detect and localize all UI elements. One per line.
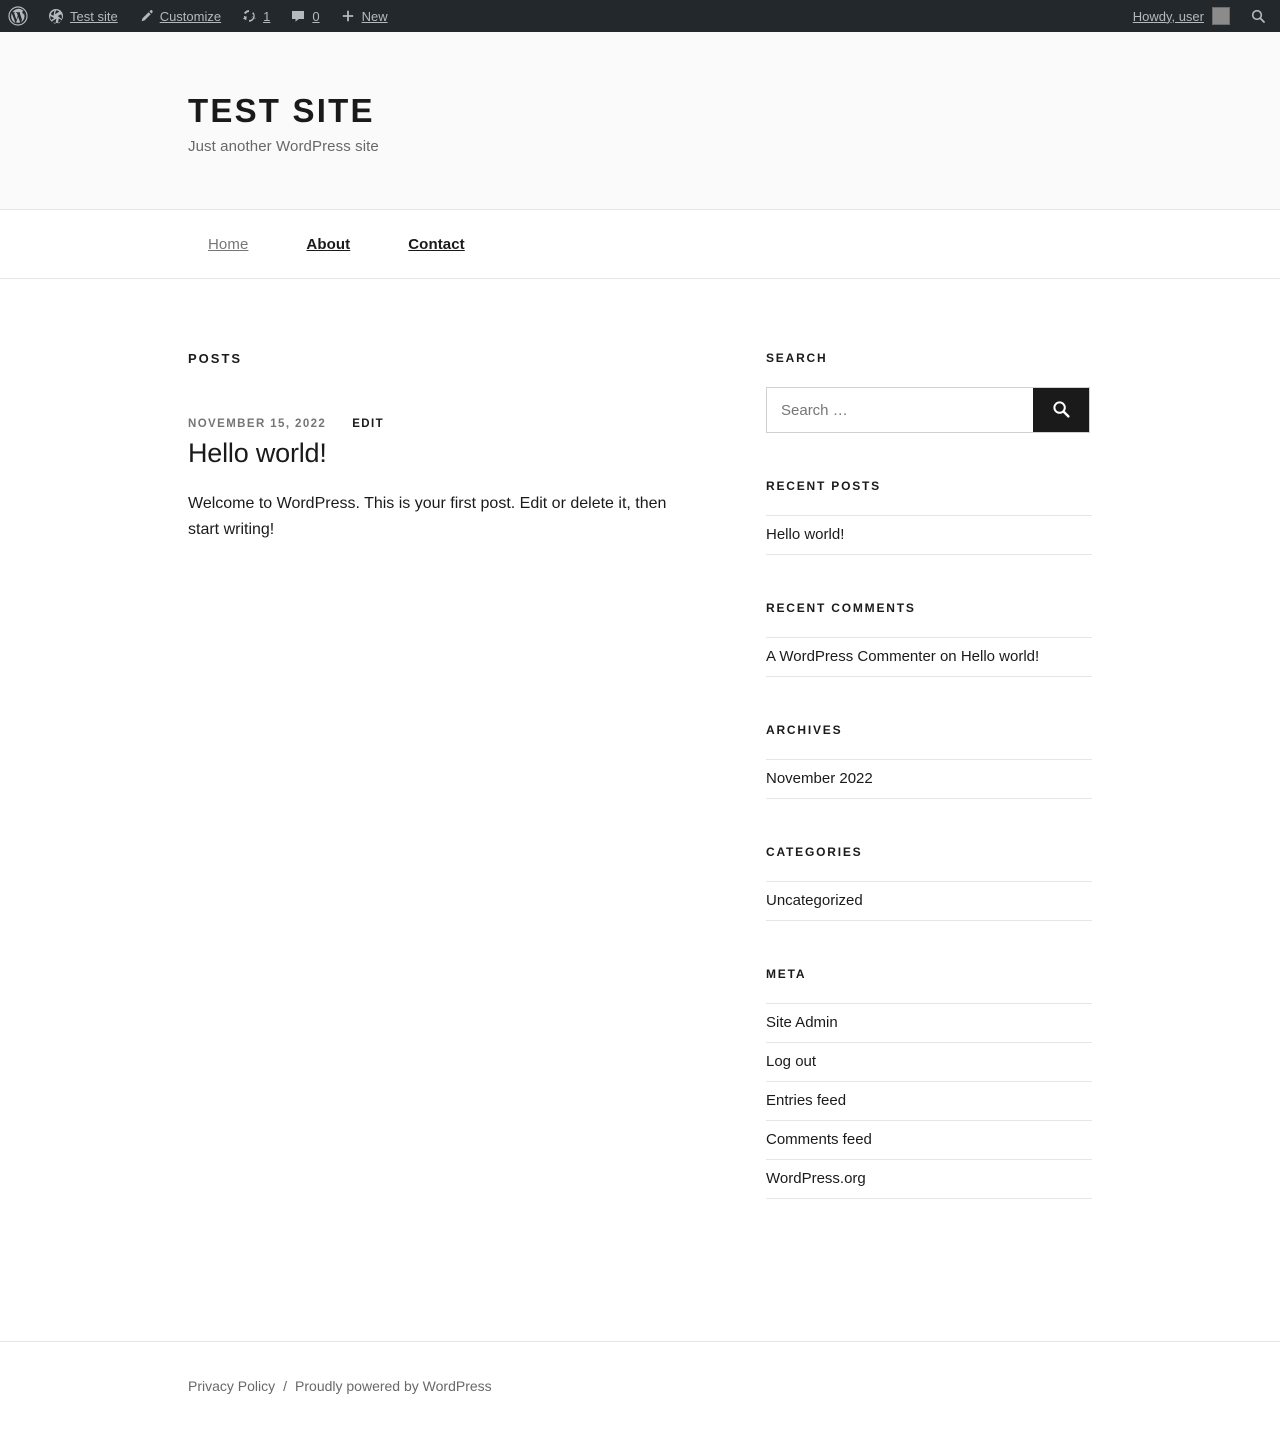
privacy-policy-link[interactable]: Privacy Policy <box>188 1378 276 1394</box>
admin-bar-updates-count: 1 <box>263 8 271 24</box>
widget-recent-comments-title: RECENT COMMENTS <box>766 601 916 615</box>
post-edit-link[interactable] <box>352 418 384 430</box>
list-item[interactable] <box>766 1042 1092 1081</box>
list-item[interactable] <box>766 1003 1092 1042</box>
admin-bar-customize-label: Customize <box>159 8 222 24</box>
admin-bar-search-toggle[interactable] <box>1240 0 1280 32</box>
meta-link-entries-feed[interactable]: Entries feed <box>766 1092 847 1109</box>
admin-bar-comments[interactable] <box>280 0 329 32</box>
widget-recent-posts <box>766 479 1092 555</box>
search-icon <box>1051 399 1071 422</box>
primary-navigation <box>0 210 1280 279</box>
category-link[interactable]: Uncategorized <box>766 892 863 909</box>
site-header <box>0 32 1280 210</box>
admin-bar-updates[interactable] <box>231 0 280 32</box>
search-icon <box>1250 8 1266 24</box>
archive-link[interactable]: November 2022 <box>766 770 873 787</box>
admin-bar-right <box>1123 0 1280 32</box>
nav-item-about[interactable]: About <box>306 235 351 253</box>
search-form <box>766 387 1090 433</box>
widget-categories <box>766 845 1092 921</box>
admin-bar-comments-count: 0 <box>312 8 320 24</box>
post-excerpt: Welcome to WordPress. This is your first post. Edit or delete it, then start writing! <box>188 495 667 539</box>
archives-list <box>766 759 1092 799</box>
howdy-label: Howdy, user <box>1132 8 1204 24</box>
admin-bar-my-account[interactable] <box>1123 0 1240 32</box>
list-item[interactable] <box>766 881 1092 921</box>
list-item[interactable] <box>766 515 1092 555</box>
list-item[interactable] <box>766 1081 1092 1120</box>
plus-icon <box>340 8 356 24</box>
nav-item-home[interactable]: Home <box>208 235 249 253</box>
categories-list <box>766 881 1092 921</box>
widget-archives-title: ARCHIVES <box>766 723 843 737</box>
footer-separator: / <box>283 1378 288 1394</box>
wordpress-logo-icon <box>8 6 28 26</box>
widget-search-title: SEARCH <box>766 351 828 365</box>
dashboard-icon <box>48 8 64 24</box>
post-title-text: Hello world! <box>188 438 327 468</box>
widget-meta <box>766 967 1092 1199</box>
post-edit-label[interactable]: EDIT <box>352 418 385 430</box>
search-submit-button[interactable] <box>1033 388 1089 432</box>
recent-comments-list <box>766 637 1092 677</box>
updates-icon <box>241 8 257 24</box>
recent-post-link[interactable]: Hello world! <box>766 526 845 543</box>
comment-author: A WordPress Commenter <box>766 648 936 665</box>
admin-bar-customize[interactable] <box>128 0 231 32</box>
avatar <box>1212 7 1230 25</box>
post-article <box>188 418 766 544</box>
widget-meta-title: META <box>766 967 807 981</box>
list-item[interactable] <box>766 637 1092 677</box>
posts-heading: POSTS <box>188 351 243 366</box>
admin-bar <box>0 0 1280 32</box>
comment-bubble-icon <box>290 8 306 24</box>
recent-posts-list <box>766 515 1092 555</box>
post-content <box>188 491 766 544</box>
sidebar <box>766 351 1092 1245</box>
widget-categories-title: CATEGORIES <box>766 845 863 859</box>
nav-item-contact[interactable]: Contact <box>408 235 465 253</box>
post-meta <box>188 418 766 430</box>
comment-post-link[interactable]: Hello world! <box>960 648 1040 665</box>
post-date[interactable]: NOVEMBER 15, 2022 <box>188 418 327 430</box>
comment-connector: on <box>935 648 961 665</box>
site-footer <box>0 1341 1280 1434</box>
content-area <box>188 279 1092 1245</box>
post-title[interactable] <box>188 438 766 469</box>
admin-bar-new[interactable] <box>330 0 398 32</box>
meta-link-wordpress-org[interactable]: WordPress.org <box>766 1170 866 1187</box>
meta-list <box>766 1003 1092 1199</box>
list-item[interactable] <box>766 1159 1092 1199</box>
widget-archives <box>766 723 1092 799</box>
admin-bar-new-label: New <box>361 8 388 24</box>
list-item[interactable] <box>766 1120 1092 1159</box>
site-description: Just another WordPress site <box>188 138 379 155</box>
list-item[interactable] <box>766 759 1092 799</box>
admin-bar-wp-logo[interactable] <box>0 0 38 32</box>
meta-link-log-out[interactable]: Log out <box>766 1053 817 1070</box>
widget-recent-posts-title: RECENT POSTS <box>766 479 881 493</box>
meta-link-site-admin[interactable]: Site Admin <box>766 1014 838 1031</box>
page-title[interactable]: TEST SITE <box>188 92 375 129</box>
primary-content <box>188 351 766 544</box>
widget-search <box>766 351 1092 433</box>
admin-bar-site-name-label: Test site <box>70 8 118 24</box>
pencil-icon <box>138 8 154 24</box>
wordpress-credit-link[interactable]: Proudly powered by WordPress <box>295 1378 492 1394</box>
widget-recent-comments <box>766 601 1092 677</box>
admin-bar-site-name[interactable] <box>38 0 128 32</box>
meta-link-comments-feed[interactable]: Comments feed <box>766 1131 872 1148</box>
search-input[interactable] <box>767 388 1033 432</box>
